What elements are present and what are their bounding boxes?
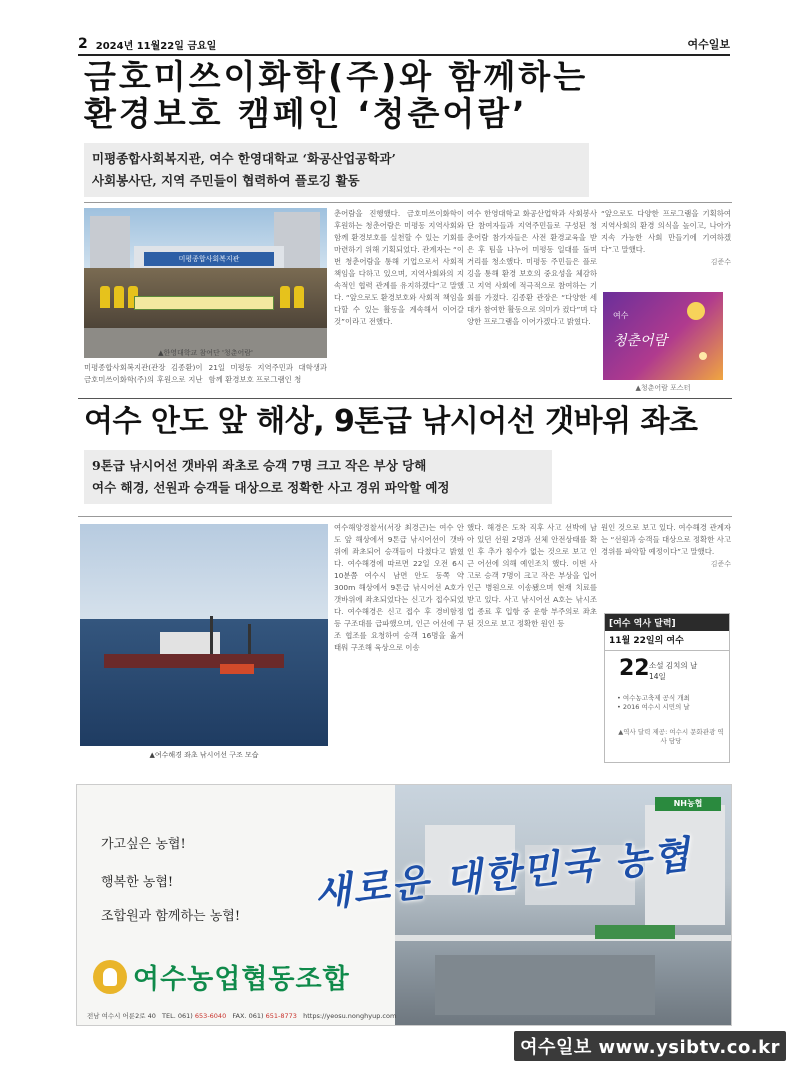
photo-sign xyxy=(134,296,274,310)
photo-rescue-boat xyxy=(220,664,254,674)
divider xyxy=(78,516,732,517)
ad-tel: 653-6040 xyxy=(194,1012,227,1020)
photo-banner: 미평종합사회복지관 xyxy=(144,252,274,266)
article2-column-3 xyxy=(601,522,731,594)
article2-photo-caption: ▲여수해경 좌초 낚시어선 구조 모습 xyxy=(149,751,259,759)
issue-date: 2024년 11월22일 금요일 xyxy=(95,41,217,52)
masthead xyxy=(78,36,730,56)
history-event-1: • 여수농고축제 공식 개최 xyxy=(617,694,690,702)
photo-sky xyxy=(80,524,328,624)
photo-person xyxy=(100,286,110,308)
history-events xyxy=(617,694,725,712)
ad-fax: 651-8773 xyxy=(265,1012,297,1020)
article1-subhead xyxy=(84,143,589,197)
ad-parking xyxy=(435,955,655,1015)
history-note: ▲역사 달력 제공: 여수시 문화관광 역사 담당 xyxy=(618,728,724,745)
ad-road xyxy=(395,935,732,941)
article2-byline: 김준수 xyxy=(710,560,731,568)
article2-column-3-text: 원인 것으로 보고 있다. 여수해경 관계자는 “선원과 승객들 대상으로 정확한 사고 경위를 파악할 예정이다”고 말했다. xyxy=(601,523,731,556)
ad-address: 전남 여수시 어룬2로 40 xyxy=(87,1012,156,1020)
article1-column-1: 춘어람을 진행했다. 금호미쓰이화학이 후원하는 청춘어람은 미평동 지역사회와 함께 환경보호를 실천할 수 있는 기회를 마련하기 위해 기획되었다. 관계자는 “이번 청춘어람을 통해 기업으로서 사회적 책임을 다하고 있으며, 지역사회와의 지속적인 협력 관계를 유지하겠다”고 말했다. “앞으로도 환경보호와 사회적 책임을 다할 수 있는 활동을 계속해서 이어갈 것”이라고 전했다. xyxy=(334,209,464,326)
history-term xyxy=(649,660,697,682)
article2-subhead-line1: 9톤급 낚시어선 갯바위 좌초로 승객 7명 크고 작은 부상 당해 xyxy=(92,458,427,473)
history-header: [여수 역사 달력] xyxy=(605,614,729,631)
page-number: 2 xyxy=(78,36,88,52)
nonghyup-emblem-icon xyxy=(93,960,127,994)
divider xyxy=(84,202,732,203)
article1-column-3-text: “앞으로도 다양한 프로그램을 기획하여 지역사회의 환경 의식을 높이고, 나아가 지속 가능한 사회 만들기에 기여하겠다”고 말했다. xyxy=(601,209,731,254)
ad-city-photo xyxy=(395,785,732,1026)
article1-photo xyxy=(84,208,327,358)
ad-slogan: 새로운 대한민국 농협 xyxy=(311,831,694,916)
poster-subtitle: 여수 xyxy=(613,311,629,320)
ad-green-sign xyxy=(595,925,675,939)
article1-headline-line1: 금호미쓰이화학(주)와 함께하는 xyxy=(84,57,589,96)
footer-watermark: 여수일보 www.ysibtv.co.kr xyxy=(514,1031,786,1061)
history-calendar-box xyxy=(604,613,730,763)
poster-title: 청춘어람 xyxy=(613,333,668,349)
article2-subhead xyxy=(84,450,552,504)
nh-sign: NH농협 xyxy=(655,797,721,811)
divider xyxy=(78,398,732,399)
article2-photo xyxy=(80,524,328,746)
photo-boat-hull xyxy=(104,654,284,668)
article1-column-2: 여수 한영대학교 화공산업학과 사회봉사단 참여자들과 지역주민들로 구성된 청춘어람 참가자들은 사전 환경교육을 받은 후 팀을 나누어 미평동 일대를 돌며 거리를 청소했다. 미평동 주민들은 플로깅을 통해 환경 보호의 중요성을 체감하고 지역 사회에 적극적으로 참여하는 기회를 가졌다. 김종환 관장은 “다양한 세대가 참여한 활동으로 의미가 컸다”며 다양한 프로그램을 이어가겠다고 밝혔다. xyxy=(467,209,597,326)
article1-subhead-line1: 미평종합사회복지관, 여수 한영대학교 ‘화공산업공학과’ xyxy=(92,151,396,166)
article1-headline xyxy=(84,58,734,132)
history-event-2: • 2016 여수시 시민의 날 xyxy=(617,703,690,711)
photo-person xyxy=(280,286,290,308)
photo-person xyxy=(114,286,124,308)
article2-headline: 여수 안도 앞 해상, 9톤급 낚시어선 갯바위 좌초 xyxy=(84,404,698,439)
photo-building xyxy=(90,216,130,268)
poster-moon xyxy=(687,302,705,320)
article1-ad-poster xyxy=(603,292,723,380)
photo-person xyxy=(294,286,304,308)
bank-advertisement xyxy=(76,784,732,1026)
article1-photo-caption: ▲한영대학교 참여단 '청춘어람' xyxy=(158,349,253,357)
ad-tel-label: TEL. 061) xyxy=(162,1012,193,1020)
photo-boat-mast xyxy=(210,616,213,654)
poster-star xyxy=(699,352,707,360)
article1-column-0: 미평종합사회복지관(관장 김종환)이 금호미쓰이화학(주)의 후원으로 지난 21일 미평동 지역주민과 대학생과 함께 환경보호 프로그램인 청 xyxy=(84,363,327,384)
coop-logo xyxy=(93,957,350,996)
article1-subhead-line2: 사회봉사단, 지역 주민들이 협력하여 플로깅 활동 xyxy=(92,173,360,188)
ad-line-3: 조합원과 함께하는 농협! xyxy=(101,909,241,924)
history-term-line1: 소설 김치의 날 xyxy=(649,661,698,670)
article1-column-3 xyxy=(601,208,731,278)
ad-fax-label: FAX. 061) xyxy=(232,1012,264,1020)
coop-name: 여수농업협동조합 xyxy=(133,964,350,995)
ad-website: https://yeosu.nonghyup.com xyxy=(303,1012,397,1020)
history-subheader: 11월 22일의 여수 xyxy=(605,631,729,651)
article2-subhead-line2: 여수 해경, 선원과 승객들 대상으로 정확한 사고 경위 파악할 예정 xyxy=(92,480,450,495)
article1-byline: 김준수 xyxy=(710,258,731,266)
history-day: 22 xyxy=(619,656,650,681)
article1-ad-caption: ▲청춘어람 포스터 xyxy=(635,384,691,392)
article2-column-2: 했다. 해경은 도착 직후 사고 선박에 남아 있던 선원 2명과 선체 안전상태를 확인 후 추가 침수가 없는 것으로 보고 인근 어선에 의해 예인조치 했다. 이번 사고로 승객 7명이 크고 작은 부상을 입어 인근 병원으로 이송됐으며 현재 치료를 받고 있다. 사고 낚시어선 A호는 낚시조업 종료 후 입항 중 운항 부주의로 좌초된 것으로 보고 정확한 원인 등 xyxy=(467,523,597,628)
history-term-line2: 14일 xyxy=(649,672,666,681)
article1-headline-line2: 환경보호 캠페인 ‘청춘어람’ xyxy=(84,94,528,133)
ad-line-2: 행복한 농협! xyxy=(101,875,174,890)
ad-contact xyxy=(87,1011,396,1020)
masthead-brand: 여수일보 xyxy=(687,38,730,51)
article2-column-1: 여수해양경찰서(서장 최경근)는 여수 안도 앞 해상에서 9톤급 낚시어선이 갯바위에 좌초되어 승객들이 다쳤다고 밝혔다. 여수해경에 따르면 22일 오전 6시 10분쯤 여수시 남면 안도 동쪽 약 300m 해상에서 9톤급 낚시어선 A호가 갯바위에 좌초되었다는 신고가 접수되었다. 여수해경은 신고 접수 후 경비함정 등 구조대를 급파했으며, 인근 어선에 구조 협조를 요청하여 승객 16명을 옮겨 태워 구조해 육상으로 이송 xyxy=(334,523,464,652)
ad-line-1: 가고싶은 농협! xyxy=(101,837,186,852)
photo-boat-mast xyxy=(248,624,251,654)
